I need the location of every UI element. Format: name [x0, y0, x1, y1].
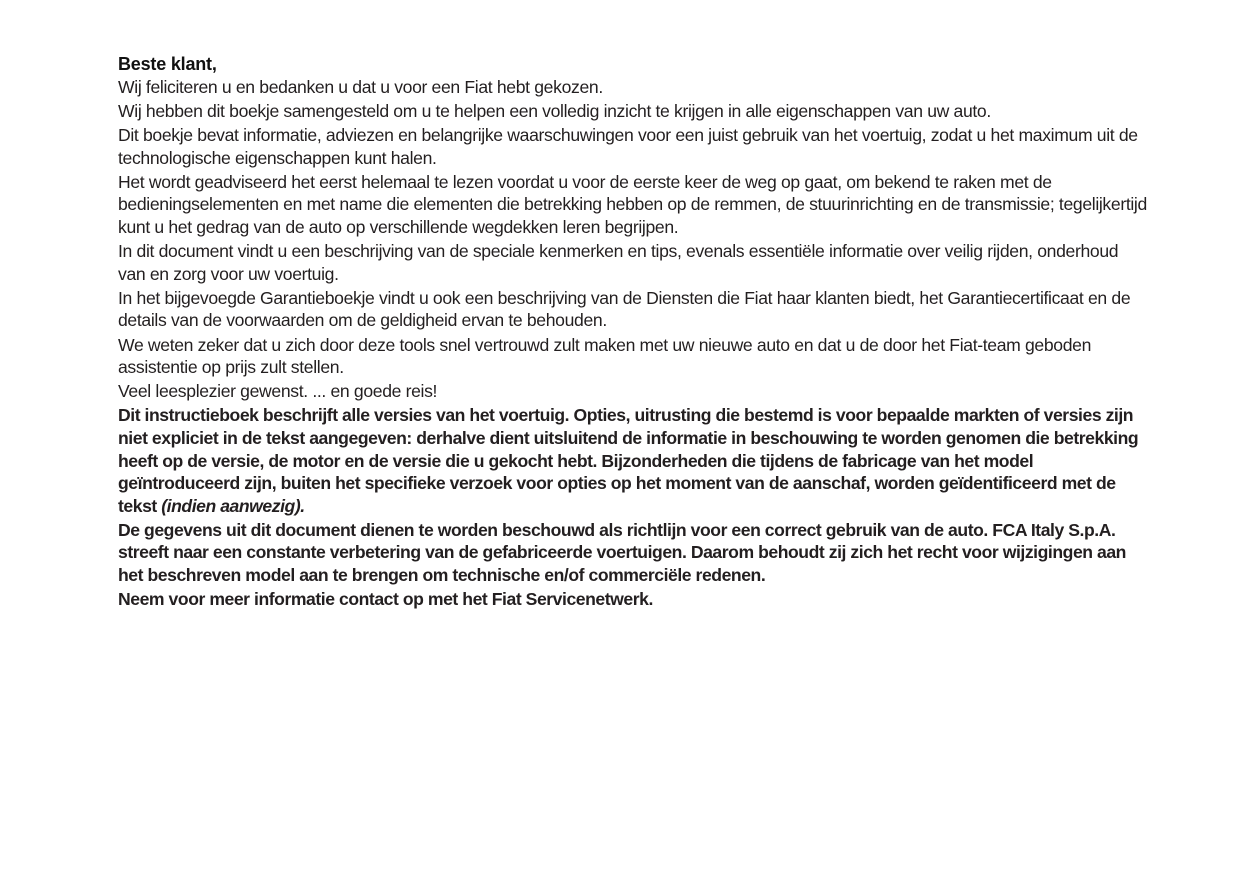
versions-note-emphasis: (indien aanwezig). [161, 495, 305, 516]
contact-paragraph: Neem voor meer informatie contact op met het Fiat Servicenetwerk. [118, 589, 653, 610]
greeting: Beste klant, [118, 54, 217, 74]
document-scope-paragraph: In dit document vindt u een beschrijving van de speciale kenmerken en tips, evenals essentiële informatie over veilig rijden, onderhoud van en zorg voor uw voertuig. [118, 241, 1119, 284]
advice-paragraph: Het wordt geadviseerd het eerst helemaal te lezen voordat u voor de eerste keer de weg op gaat, om bekend te raken met de bedieningselementen en met name die elementen die betrekking hebben op de remmen, de stuurinrichting en de transmissie; tegelijkertijd kunt u het gedrag van de auto op verschillende wegdekken leren begrijpen. [118, 171, 1147, 238]
purpose-paragraph: Wij hebben dit boekje samengesteld om u te helpen een volledig inzicht te krijgen in alle eigenschappen van uw auto. [118, 101, 991, 122]
versions-note [118, 404, 1148, 517]
assistance-paragraph: We weten zeker dat u zich door deze tools snel vertrouwd zult maken met uw nieuwe auto en dat u de door het Fiat-team geboden assistentie op prijs zult stellen. [118, 334, 1092, 378]
closing-wish: Veel leesplezier gewenst. ... en goede reis! [118, 381, 438, 402]
contents-paragraph: Dit boekje bevat informatie, adviezen en belangrijke waarschuwingen voor een juist gebruik van het voertuig, zodat u het maximum uit de technologische eigenschappen kunt halen. [118, 125, 1138, 168]
versions-note-text: Dit instructieboek beschrijft alle versies van het voertuig. Opties, uitrusting die bestemd is voor bepaalde markten of versies zijn niet expliciet in de tekst aangegeven: derhalve dient uitsluitend de informatie in beschouwing te worden genomen die betrekking heeft op de versie, de motor en de versie die u gekocht hebt. Bijzonderheden die tijdens de fabricage van het model geïntroduceerd zijn, buiten het specifieke verzoek voor opties op het moment van de aanschaf, worden geïdentificeerd met de tekst [118, 405, 1139, 516]
disclaimer-paragraph: De gegevens uit dit document dienen te worden beschouwd als richtlijn voor een correct gebruik van de auto. FCA Italy S.p.A. streeft naar een constante verbetering van de gefabriceerde voertuigen. Daarom behoudt zij zich het recht voor wijzigingen aan het beschreven model aan te brengen om technische en/of commerciële redenen. [118, 519, 1126, 585]
document-page [118, 53, 1148, 612]
warranty-paragraph: In het bijgevoegde Garantieboekje vindt u ook een beschrijving van de Diensten die Fiat haar klanten biedt, het Garantiecertificaat en de details van de voorwaarden om de geldigheid ervan te behouden. [118, 287, 1131, 331]
intro-paragraph: Wij feliciteren u en bedanken u dat u voor een Fiat hebt gekozen. [118, 77, 603, 97]
